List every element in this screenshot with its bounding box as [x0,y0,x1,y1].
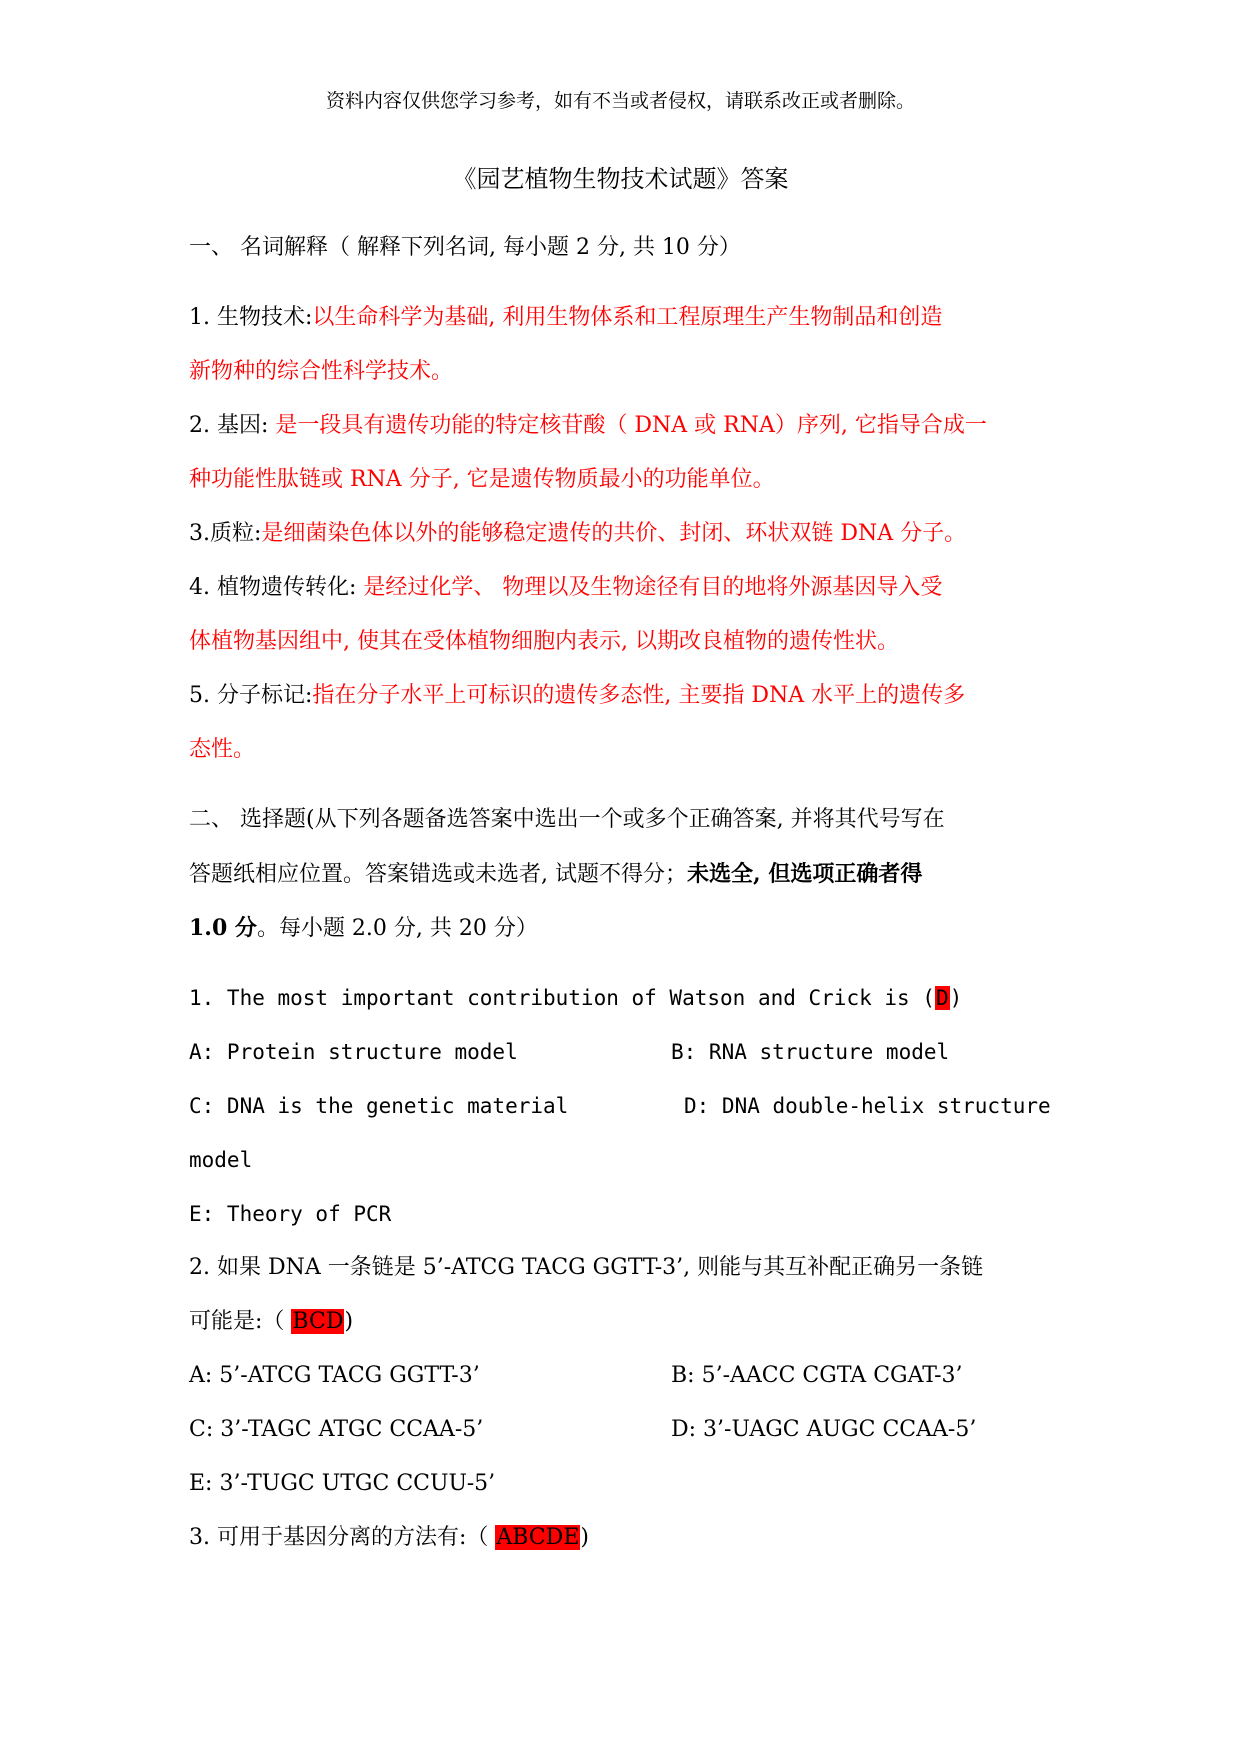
section2-heading-plain: 。每小题 2.0 分, 共 20 分） [256,916,538,941]
question-stem: 可能是:（ [189,1309,292,1334]
option-e: E: Theory of PCR [189,1202,392,1226]
question-2-cont [189,1307,353,1337]
section2-heading-bold: 1.0 分 [189,915,257,941]
question-3 [189,1523,589,1553]
section2-heading: 二、 选择题(从下列各题备选答案中选出一个或多个正确答案, 并将其代号写在 [189,807,945,832]
definition-answer: 指在分子水平上可标识的遗传多态性, 主要指 DNA 水平上的遗传多 [312,683,966,708]
section2-heading-bold: 未选全, 但选项正确者得 [687,861,923,887]
definition-item [189,519,966,549]
option-b: B: 5’-AACC CGTA CGAT-3’ [671,1363,963,1388]
section2-heading-plain: 答题纸相应位置。答案错选或未选者, 试题不得分； [189,862,687,887]
definition-answer: 是经过化学、 物理以及生物途径有目的地将外源基因导入受 [356,575,943,600]
question-stem: 3. 可用于基因分离的方法有:（ [189,1525,496,1550]
question-1 [189,983,962,1013]
question-close: ) [344,1309,354,1334]
definition-label: 2. 基因: [189,413,269,438]
option-a: A: Protein structure model [189,1040,518,1064]
section2-heading-cont [189,913,538,944]
definition-label: 4. 植物遗传转化: [189,575,357,600]
section1-heading: 一、 名词解释（ 解释下列名词, 每小题 2 分, 共 10 分） [189,235,741,260]
option-d: D: DNA double-helix structure [684,1094,1051,1118]
question-stem: 1. The most important contribution of Watson and Crick is ( [189,986,935,1010]
option-d-cont: model [189,1148,253,1172]
definition-answer: 是细菌染色体以外的能够稳定遗传的共价、封闭、环状双链 DNA 分子。 [261,521,967,546]
question-close: ) [580,1525,589,1550]
option-a: A: 5’-ATCG TACG GGTT-3’ [189,1363,480,1388]
option-e: E: 3’-TUGC UTGC CCUU-5’ [189,1471,496,1496]
definition-answer-cont: 新物种的综合性科学技术。 [189,359,454,384]
definition-label: 1. 生物技术: [189,305,313,330]
document-title: 《园艺植物生物技术试题》答案 [452,165,789,193]
header-notice: 资料内容仅供您学习参考，如有不当或者侵权，请联系改正或者删除。 [325,90,915,112]
answer-highlight: ABCDE [496,1525,580,1550]
section2-heading-cont [189,859,922,890]
definition-item [189,411,987,441]
definition-answer: 以生命科学为基础, 利用生物体系和工程原理生产生物制品和创造 [312,305,943,330]
option-c: C: DNA is the genetic material [189,1094,569,1118]
option-c: C: 3’-TAGC ATGC CCAA-5’ [189,1417,484,1442]
definition-label: 5. 分子标记: [189,683,313,708]
definition-item [189,303,942,333]
option-b: B: RNA structure model [671,1040,950,1064]
definition-answer-cont: 态性。 [189,737,256,762]
answer-highlight: BCD [292,1309,344,1334]
answer-highlight: D [935,986,949,1010]
question-2: 2. 如果 DNA 一条链是 5’-ATCG TACG GGTT-3’, 则能与其互补配正确另一条链 [189,1255,984,1280]
definition-label: 3.质粒: [189,521,262,546]
question-close: ) [949,986,963,1010]
definition-answer-cont: 种功能性肽链或 RNA 分子, 它是遗传物质最小的功能单位。 [189,467,775,492]
definition-answer-cont: 体植物基因组中, 使其在受体植物细胞内表示, 以期改良植物的遗传性状。 [189,629,899,654]
definition-answer: 是一段具有遗传功能的特定核苷酸（ DNA 或 RNA）序列, 它指导合成一 [268,413,987,438]
definition-item [189,681,965,711]
definition-item [189,573,942,603]
option-d: D: 3’-UAGC AUGC CCAA-5’ [671,1417,977,1442]
